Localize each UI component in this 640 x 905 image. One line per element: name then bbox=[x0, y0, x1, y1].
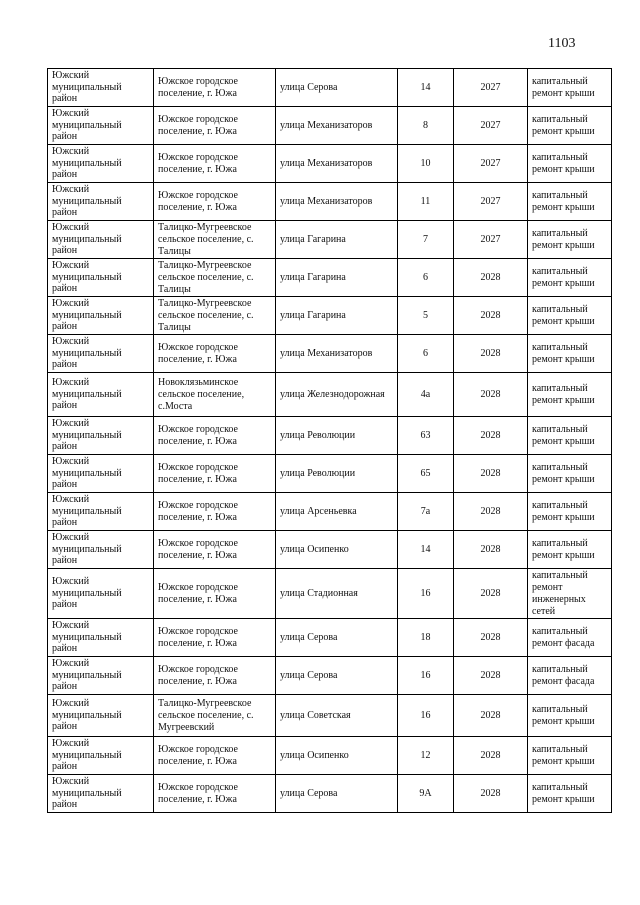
district-cell: Южский муниципальный район bbox=[48, 259, 154, 297]
street-cell: улица Осипенко bbox=[276, 737, 398, 775]
house-number-cell: 7а bbox=[398, 493, 454, 531]
table-row bbox=[48, 737, 612, 775]
house-number-cell: 8 bbox=[398, 107, 454, 145]
district-cell: Южский муниципальный район bbox=[48, 107, 154, 145]
work-type-cell: капитальный ремонт фасада bbox=[528, 619, 612, 657]
work-type-cell: капитальный ремонт крыши bbox=[528, 695, 612, 737]
house-number-cell: 6 bbox=[398, 259, 454, 297]
street-cell: улица Революции bbox=[276, 417, 398, 455]
settlement-cell: Южское городское поселение, г. Южа bbox=[154, 145, 276, 183]
table-row bbox=[48, 455, 612, 493]
settlement-cell: Южское городское поселение, г. Южа bbox=[154, 619, 276, 657]
street-cell: улица Стадионная bbox=[276, 569, 398, 619]
street-cell: улица Серова bbox=[276, 775, 398, 813]
street-cell: улица Механизаторов bbox=[276, 335, 398, 373]
settlement-cell: Южское городское поселение, г. Южа bbox=[154, 183, 276, 221]
work-type-cell: капитальный ремонт крыши bbox=[528, 259, 612, 297]
house-number-cell: 12 bbox=[398, 737, 454, 775]
settlement-cell: Южское городское поселение, г. Южа bbox=[154, 417, 276, 455]
street-cell: улица Серова bbox=[276, 69, 398, 107]
house-number-cell: 7 bbox=[398, 221, 454, 259]
table-row bbox=[48, 221, 612, 259]
year-cell: 2028 bbox=[454, 373, 528, 417]
house-number-cell: 18 bbox=[398, 619, 454, 657]
work-type-cell: капитальный ремонт крыши bbox=[528, 335, 612, 373]
work-type-cell: капитальный ремонт крыши bbox=[528, 69, 612, 107]
house-number-cell: 65 bbox=[398, 455, 454, 493]
year-cell: 2028 bbox=[454, 455, 528, 493]
district-cell: Южский муниципальный район bbox=[48, 69, 154, 107]
table-row bbox=[48, 335, 612, 373]
district-cell: Южский муниципальный район bbox=[48, 737, 154, 775]
district-cell: Южский муниципальный район bbox=[48, 695, 154, 737]
table-body bbox=[48, 69, 612, 813]
work-type-cell: капитальный ремонт крыши bbox=[528, 221, 612, 259]
table-row bbox=[48, 695, 612, 737]
year-cell: 2028 bbox=[454, 531, 528, 569]
street-cell: улица Серова bbox=[276, 619, 398, 657]
settlement-cell: Южское городское поселение, г. Южа bbox=[154, 657, 276, 695]
work-type-cell: капитальный ремонт крыши bbox=[528, 531, 612, 569]
district-cell: Южский муниципальный район bbox=[48, 493, 154, 531]
settlement-cell: Талицко-Мугреевское сельское поселение, с. Талицы bbox=[154, 297, 276, 335]
table-row bbox=[48, 297, 612, 335]
settlement-cell: Южское городское поселение, г. Южа bbox=[154, 493, 276, 531]
district-cell: Южский муниципальный район bbox=[48, 335, 154, 373]
settlement-cell: Южское городское поселение, г. Южа bbox=[154, 69, 276, 107]
settlement-cell: Новоклязьминское сельское поселение, с.Моста bbox=[154, 373, 276, 417]
district-cell: Южский муниципальный район bbox=[48, 373, 154, 417]
work-type-cell: капитальный ремонт инженерных сетей bbox=[528, 569, 612, 619]
settlement-cell: Южское городское поселение, г. Южа bbox=[154, 775, 276, 813]
district-cell: Южский муниципальный район bbox=[48, 145, 154, 183]
year-cell: 2028 bbox=[454, 335, 528, 373]
district-cell: Южский муниципальный район bbox=[48, 619, 154, 657]
work-type-cell: капитальный ремонт крыши bbox=[528, 107, 612, 145]
settlement-cell: Южское городское поселение, г. Южа bbox=[154, 737, 276, 775]
year-cell: 2028 bbox=[454, 695, 528, 737]
settlement-cell: Южское городское поселение, г. Южа bbox=[154, 107, 276, 145]
street-cell: улица Серова bbox=[276, 657, 398, 695]
work-type-cell: капитальный ремонт крыши bbox=[528, 737, 612, 775]
year-cell: 2028 bbox=[454, 657, 528, 695]
settlement-cell: Талицко-Мугреевское сельское поселение, с. Мугреевский bbox=[154, 695, 276, 737]
year-cell: 2028 bbox=[454, 775, 528, 813]
repair-schedule-table bbox=[47, 68, 612, 813]
house-number-cell: 63 bbox=[398, 417, 454, 455]
house-number-cell: 16 bbox=[398, 657, 454, 695]
year-cell: 2028 bbox=[454, 493, 528, 531]
district-cell: Южский муниципальный район bbox=[48, 531, 154, 569]
house-number-cell: 16 bbox=[398, 695, 454, 737]
year-cell: 2027 bbox=[454, 145, 528, 183]
table-row bbox=[48, 69, 612, 107]
work-type-cell: капитальный ремонт крыши bbox=[528, 417, 612, 455]
settlement-cell: Талицко-Мугреевское сельское поселение, с. Талицы bbox=[154, 221, 276, 259]
page-number: 1103 bbox=[548, 36, 576, 51]
work-type-cell: капитальный ремонт крыши bbox=[528, 373, 612, 417]
table-row bbox=[48, 775, 612, 813]
table-row bbox=[48, 619, 612, 657]
district-cell: Южский муниципальный район bbox=[48, 221, 154, 259]
house-number-cell: 11 bbox=[398, 183, 454, 221]
year-cell: 2027 bbox=[454, 69, 528, 107]
house-number-cell: 10 bbox=[398, 145, 454, 183]
table-row bbox=[48, 145, 612, 183]
work-type-cell: капитальный ремонт крыши bbox=[528, 183, 612, 221]
district-cell: Южский муниципальный район bbox=[48, 775, 154, 813]
table-row bbox=[48, 183, 612, 221]
table-row bbox=[48, 657, 612, 695]
street-cell: улица Механизаторов bbox=[276, 183, 398, 221]
table-row bbox=[48, 373, 612, 417]
street-cell: улица Железнодорожная bbox=[276, 373, 398, 417]
table-row bbox=[48, 107, 612, 145]
work-type-cell: капитальный ремонт крыши bbox=[528, 297, 612, 335]
street-cell: улица Механизаторов bbox=[276, 145, 398, 183]
house-number-cell: 6 bbox=[398, 335, 454, 373]
year-cell: 2027 bbox=[454, 183, 528, 221]
table-row bbox=[48, 531, 612, 569]
settlement-cell: Южское городское поселение, г. Южа bbox=[154, 455, 276, 493]
year-cell: 2028 bbox=[454, 619, 528, 657]
street-cell: улица Советская bbox=[276, 695, 398, 737]
year-cell: 2027 bbox=[454, 221, 528, 259]
street-cell: улица Гагарина bbox=[276, 221, 398, 259]
year-cell: 2028 bbox=[454, 417, 528, 455]
settlement-cell: Южское городское поселение, г. Южа bbox=[154, 531, 276, 569]
district-cell: Южский муниципальный район bbox=[48, 455, 154, 493]
work-type-cell: капитальный ремонт крыши bbox=[528, 775, 612, 813]
street-cell: улица Арсеньевка bbox=[276, 493, 398, 531]
year-cell: 2027 bbox=[454, 107, 528, 145]
house-number-cell: 14 bbox=[398, 531, 454, 569]
house-number-cell: 9А bbox=[398, 775, 454, 813]
district-cell: Южский муниципальный район bbox=[48, 183, 154, 221]
year-cell: 2028 bbox=[454, 259, 528, 297]
street-cell: улица Гагарина bbox=[276, 297, 398, 335]
street-cell: улица Гагарина bbox=[276, 259, 398, 297]
table-row bbox=[48, 417, 612, 455]
settlement-cell: Южское городское поселение, г. Южа bbox=[154, 569, 276, 619]
district-cell: Южский муниципальный район bbox=[48, 417, 154, 455]
work-type-cell: капитальный ремонт крыши bbox=[528, 455, 612, 493]
house-number-cell: 16 bbox=[398, 569, 454, 619]
street-cell: улица Революции bbox=[276, 455, 398, 493]
work-type-cell: капитальный ремонт крыши bbox=[528, 493, 612, 531]
settlement-cell: Южское городское поселение, г. Южа bbox=[154, 335, 276, 373]
district-cell: Южский муниципальный район bbox=[48, 297, 154, 335]
table-row bbox=[48, 493, 612, 531]
house-number-cell: 4а bbox=[398, 373, 454, 417]
house-number-cell: 14 bbox=[398, 69, 454, 107]
district-cell: Южский муниципальный район bbox=[48, 657, 154, 695]
table-row bbox=[48, 569, 612, 619]
year-cell: 2028 bbox=[454, 297, 528, 335]
street-cell: улица Механизаторов bbox=[276, 107, 398, 145]
house-number-cell: 5 bbox=[398, 297, 454, 335]
year-cell: 2028 bbox=[454, 569, 528, 619]
year-cell: 2028 bbox=[454, 737, 528, 775]
work-type-cell: капитальный ремонт крыши bbox=[528, 145, 612, 183]
work-type-cell: капитальный ремонт фасада bbox=[528, 657, 612, 695]
street-cell: улица Осипенко bbox=[276, 531, 398, 569]
district-cell: Южский муниципальный район bbox=[48, 569, 154, 619]
table-row bbox=[48, 259, 612, 297]
settlement-cell: Талицко-Мугреевское сельское поселение, с. Талицы bbox=[154, 259, 276, 297]
